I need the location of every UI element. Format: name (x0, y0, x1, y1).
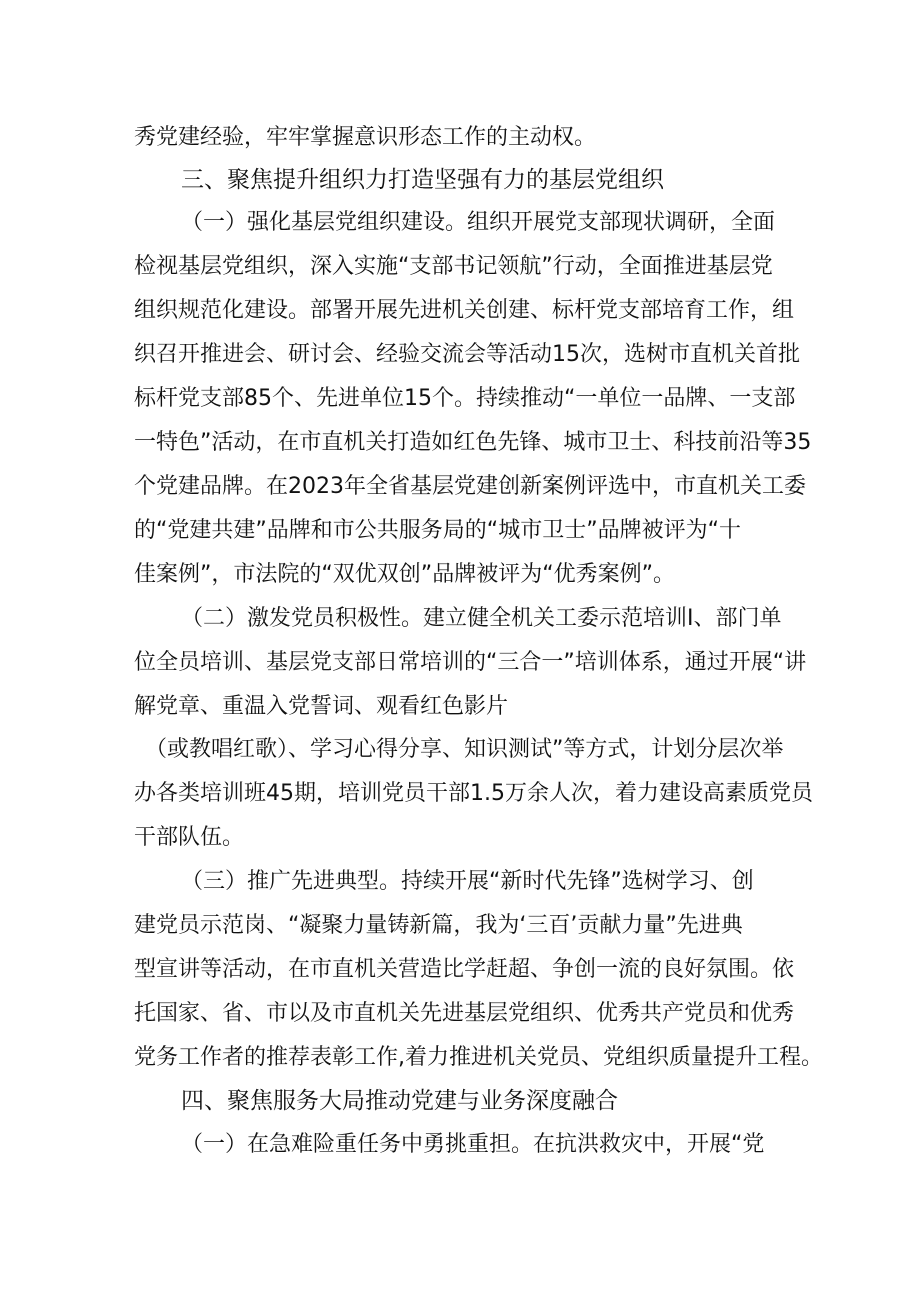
body-text-line: 办各类培训班45期，培训党员干部1.5万余人次，着力建设高素质党员 (134, 781, 813, 806)
subsection-heading-3-3: （三）推广先进典型。持续开展“新时代先锋”选树学习、创 (181, 869, 754, 894)
subsection-heading-3-2: （二）激发党员积极性。建立健全机关工委示范培训I、部门单 (181, 606, 782, 631)
body-text-line: 一特色”活动，在市直机关打造如红色先锋、城市卫士、科技前沿等35 (134, 430, 812, 455)
section-heading-3: 三、聚焦提升组织力打造坚强有力的基层党组织 (181, 167, 664, 193)
body-text-line: 标杆党支部85个、先进单位15个。持续推动“一单位一品牌、一支部 (134, 386, 796, 411)
body-text-line: 位全员培训、基层党支部日常培训的“三合一”培训体系，通过开展“讲 (134, 650, 807, 675)
body-text-line: 解党章、重温入党誓词、观看红色影片 (134, 694, 509, 719)
body-text-line: 组织规范化建设。部署开展先进机关创建、标杆党支部培育工作，组 (134, 298, 795, 323)
section-heading-4: 四、聚焦服务大局推动党建与业务深度融合 (181, 1088, 618, 1114)
body-text-line: 佳案例”，市法院的“双优双创”品牌被评为“优秀案例”。 (134, 562, 675, 587)
body-text-line: 的“党建共建”品牌和市公共服务局的“城市卫士”品牌被评为“十 (134, 518, 741, 543)
body-text-line: 建党员示范岗、“凝聚力量铸新篇，我为‘三百’贡献力量”先进典 (134, 913, 743, 938)
body-text-line: 秀党建经验，牢牢掌握意识形态工作的主动权。 (134, 125, 597, 150)
body-text-line: 托国家、省、市以及市直机关先进基层党组织、优秀共产党员和优秀 (134, 1001, 795, 1026)
subsection-heading-3-1: （一）强化基层党组织建设。组织开展党支部现状调研，全面 (181, 210, 776, 235)
body-text-line: （或教唱红歌）、学习心得分享、知识测试”等方式，计划分层次举 (145, 737, 784, 762)
body-text-line: 个党建品牌。在2023年全省基层党建创新案例评选中，市直机关工委 (134, 474, 806, 499)
body-text-line: 检视基层党组织，深入实施“支部书记领航”行动，全面推进基层党 (134, 254, 773, 279)
subsection-heading-4-1: （一）在急难险重任务中勇挑重担。在抗洪救灾中，开展“党 (181, 1132, 765, 1157)
body-text-line: 型宣讲等活动，在市直机关营造比学赶超、争创一流的良好氛围。依 (134, 957, 795, 982)
body-text-line: 织召开推进会、研讨会、经验交流会等活动15次，选树市直机关首批 (134, 342, 800, 367)
body-text-line: 党务工作者的推荐表彰工作,着力推进机关党员、党组织质量提升工程。 (134, 1045, 823, 1070)
body-text-line: 干部队伍。 (134, 825, 245, 850)
